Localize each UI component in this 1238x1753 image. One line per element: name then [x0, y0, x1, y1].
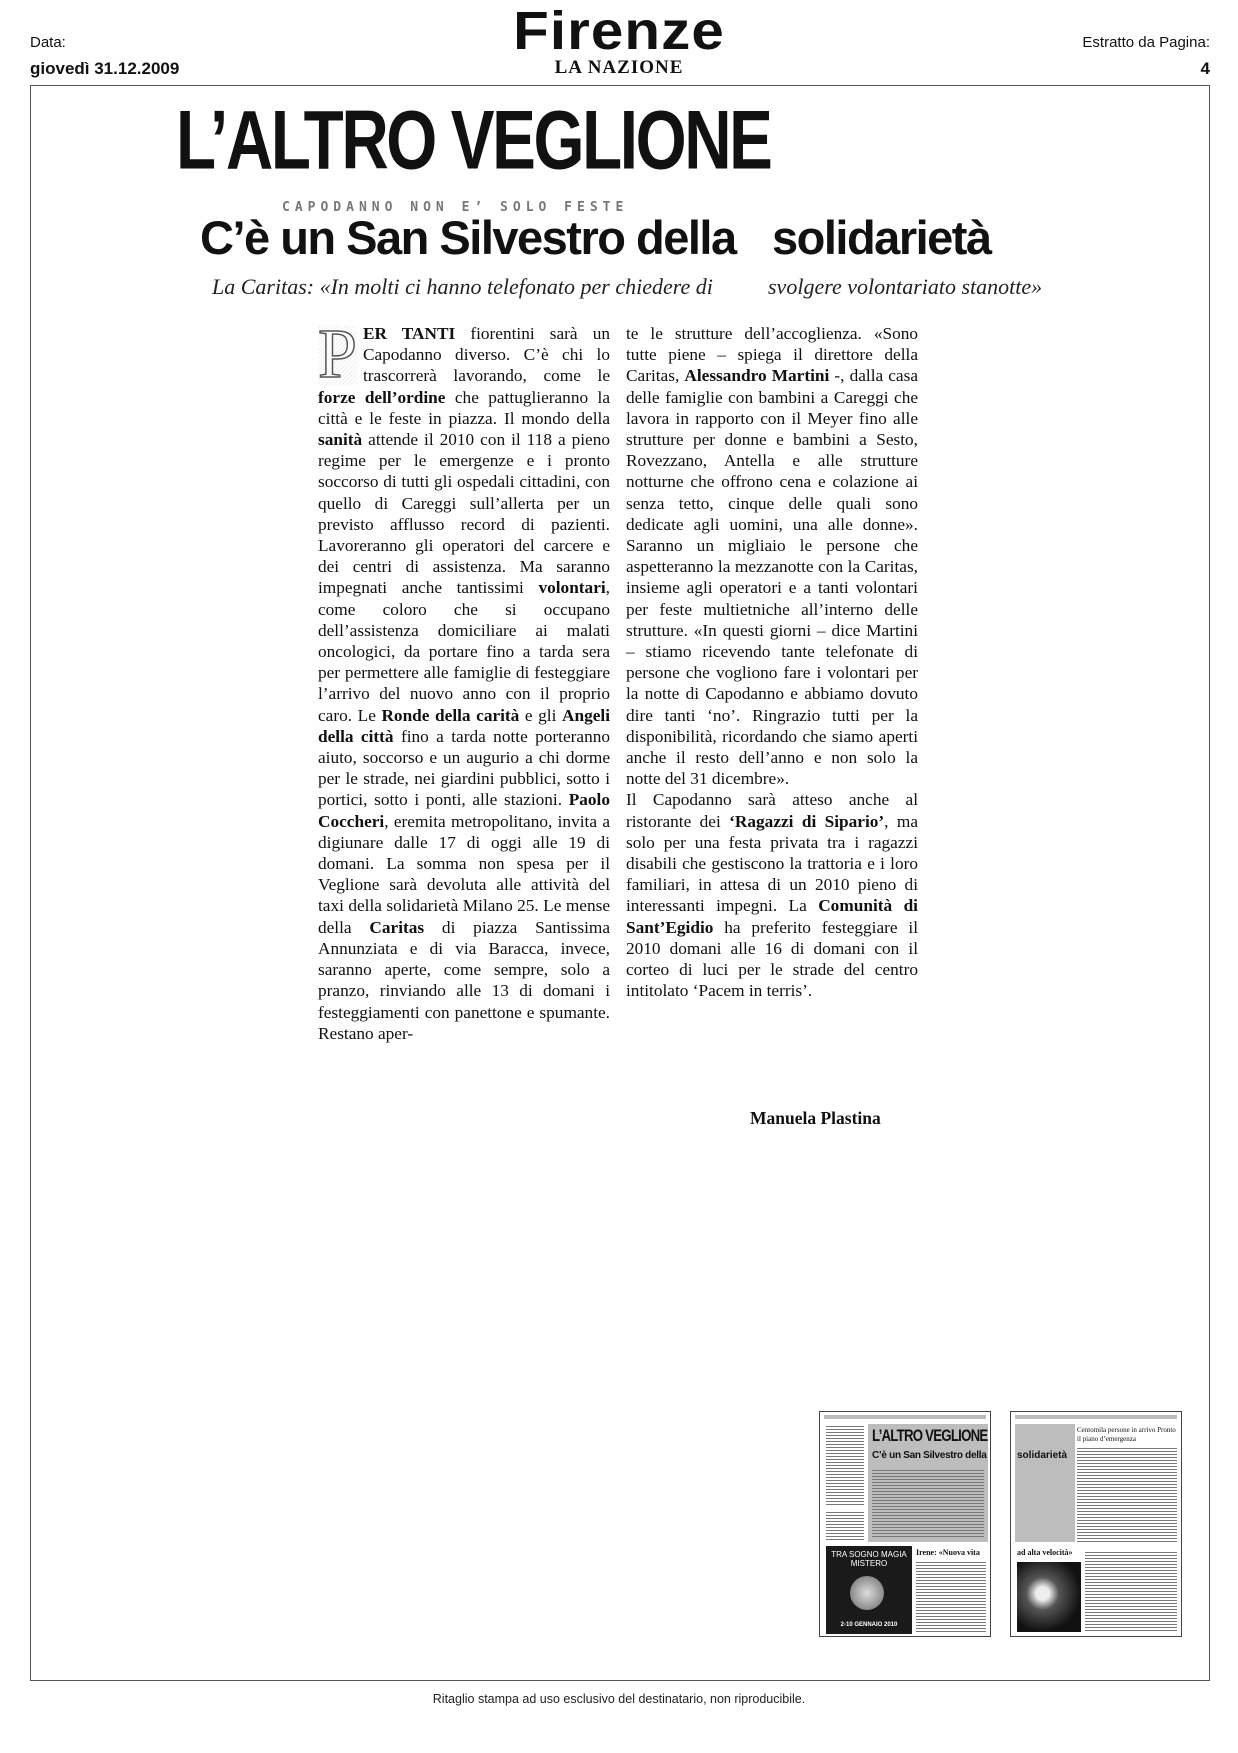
column-2-run: Comunità di Sant’Egidio	[626, 896, 918, 937]
column-1-run: e gli	[519, 705, 562, 725]
article-subhead-part2: solidarietà	[772, 211, 991, 264]
date-value: giovedì 31.12.2009	[30, 59, 180, 78]
column-1-run: ER TANTI	[362, 324, 456, 343]
masthead-city: Firenze	[513, 1, 725, 61]
extract-label: Estratto da Pagina:	[1082, 34, 1210, 51]
article-deck-part2: svolgere volontariato stanotte»	[768, 274, 1043, 299]
column-1-run: Caritas	[369, 917, 425, 937]
column-2-run: , ma solo per una festa privata tra i ragazzi disabili che gestiscono la trattoria e i loro familiari, in attesa di un 2010 pieno di interessanti impegni. La	[626, 811, 918, 916]
thumbnail-top-strip	[824, 1415, 986, 1419]
article-headline: L’ALTRO VEGLIONE	[176, 93, 771, 187]
article-byline: Manuela Plastina	[750, 1108, 881, 1128]
column-1-run: fino a tarda notte porteranno aiuto, soccorso e un augurio a chi dorme per le strade, nei giardini pubblici, sotto i portici, sotto i ponti, alle stazioni.	[318, 726, 610, 810]
article-column-2-text	[626, 324, 918, 1000]
column-2-run: Il Capodanno sarà atteso anche al ristorante dei	[626, 790, 918, 831]
masthead-paper: LA NAZIONE	[554, 57, 684, 78]
thumbnail-grey-block	[1015, 1424, 1075, 1542]
thumbnail-photo	[1017, 1562, 1081, 1632]
article-column-1-text	[318, 316, 611, 1043]
thumbnail-subhead: solidarietà	[1017, 1450, 1068, 1461]
article-deck-part1: La Caritas: «In molti ci hanno telefonato per chiedere di	[212, 274, 713, 299]
poster-title: TRA SOGNO MAGIA MISTERO	[831, 1550, 907, 1568]
article-dropcap: P	[318, 316, 357, 393]
column-1-run: sanità	[318, 430, 363, 450]
thumbnail-text-lines	[1085, 1552, 1177, 1632]
masthead	[0, 2, 1238, 78]
column-1-run: , eremita metropolitano, invita a digiunare dalle 17 di oggi alle 19 di domani. La somma non spesa per il Veglione sarà devoluta alle attività del taxi della solidarietà Milano 25. Le mense della	[318, 811, 610, 937]
column-1-run: , come coloro che si occupano dell’assistenza domiciliare ai malati oncologici, da portare fino a tarda sera per permettere alle famiglie di festeggiare l’arrivo del nuovo anno con il proprio caro. Le	[318, 578, 610, 725]
column-2-run: Alessandro Martini	[684, 366, 830, 386]
column-1-run: attende il 2010 con il 118 a pieno regime per le emergenze e i pronto soccorso di tutti gli ospedali cittadini, con quello di Careggi sull’allerta per un previsto afflusso record di pazienti. Lavoreranno gli operatori del carcere e dei centri di assistenza. Ma saranno impegnati anche tantissimi	[318, 430, 610, 598]
thumbnail-top-strip	[1015, 1415, 1177, 1419]
poster-date: 2-10 GENNAIO 2010	[840, 1622, 898, 1628]
article-subhead-part1: C’è un San Silvestro della	[200, 211, 736, 264]
page-number: 4	[1200, 59, 1210, 78]
thumbnail-text-lines	[1077, 1448, 1177, 1542]
column-1-run: fiorentini sarà un Capodanno diverso. C’è chi lo trascorrerà lavorando, come le	[362, 324, 610, 386]
thumbnail-text-lines	[826, 1426, 864, 1506]
article-column-2	[626, 323, 918, 1002]
thumbnail-text-lines	[826, 1512, 864, 1542]
thumbnail-headline: L’ALTRO VEGLIONE	[872, 1426, 988, 1445]
date-label: Data:	[30, 34, 66, 51]
column-1-run: Angeli della città	[318, 705, 610, 746]
thumbnail-headline: Centomila persone in arrivo Pronto il piano d’emergenza	[1077, 1426, 1176, 1443]
column-1-run: Paolo Coccheri	[318, 790, 610, 831]
thumbnail-event-poster	[826, 1546, 912, 1634]
column-2-run: ‘Ragazzi di Sipario’	[729, 811, 885, 831]
page-thumbnail-right	[1010, 1411, 1182, 1637]
page-thumbnail-left	[819, 1411, 991, 1637]
moon-icon	[850, 1576, 884, 1610]
column-1-run: volontari	[538, 578, 606, 598]
column-1-run: Ronde della carità	[381, 705, 520, 725]
article-kicker: CAPODANNO NON E’ SOLO FESTE	[282, 200, 629, 215]
thumbnail-subhead: C’è un San Silvestro della	[872, 1450, 987, 1461]
thumbnail-text-lines	[916, 1562, 986, 1632]
header-page-block	[1082, 30, 1210, 82]
thumbnail-text-lines	[872, 1470, 984, 1538]
column-1-run: forze dell’ordine	[318, 387, 446, 407]
column-2-run: -, dalla casa delle famiglie con bambini a Careggi che lavora in rapporto con il Meyer fino alle strutture per donne e bambini a Sesto, Rovezzano, Antella e alle strutture notturne che offrono cena e colazione ai senza tetto, cinque delle quali sono dedicate agli uomini, una alle donne». Saranno un migliaio le persone che aspetteranno la mezzanotte con la Caritas, insieme agli operatori e a tanti volontari per feste multietniche all’interno delle strutture. «In questi giorni – dice Martini – stiamo ricevendo tante telefonate di persone che vogliono fare i volontari per la notte di Capodanno e abbiamo dovuto dire tanti ‘no’. Ringrazio tutti per la disponibilità, ricordando che siamo aperti anche il resto dell’anno e non solo la notte del 31 dicembre».	[626, 366, 918, 789]
column-2-run: ha preferito festeggiare il 2010 domani alle 16 di domani con il corteo di luci per le strade del centro intitolato ‘Pacem in terris’.	[626, 917, 918, 1001]
article-column-1	[318, 316, 611, 1044]
column-1-run: che pattuglieranno la città e le feste in piazza. Il mondo della	[318, 387, 610, 428]
footer-notice: Ritaglio stampa ad uso esclusivo del destinatario, non riproducibile.	[432, 1692, 806, 1706]
thumbnail-lower-headline: Irene: «Nuova vita	[916, 1548, 980, 1557]
thumbnail-lower-headline: ad alta velocità»	[1017, 1548, 1073, 1557]
column-1-run: di piazza Santissima Annunziata e di via Baracca, invece, saranno aperte, come sempre, solo a pranzo, rinviando alle 13 di domani i festeggiamenti con panettone e spumante. Restano aper-	[318, 917, 611, 1043]
column-2-run: te le strutture dell’accoglienza. «Sono tutte piene – spiega il direttore della Caritas,	[626, 324, 918, 386]
